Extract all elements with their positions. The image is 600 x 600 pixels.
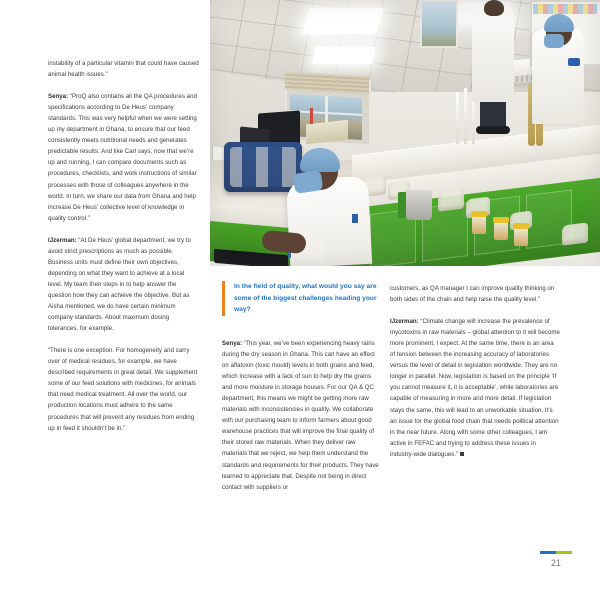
paragraph bbox=[48, 345, 200, 433]
page-footer bbox=[540, 551, 572, 568]
company-logo-badge bbox=[352, 214, 358, 223]
paragraph bbox=[390, 316, 560, 460]
grain-sample-bag bbox=[438, 188, 464, 211]
window-glass bbox=[420, 0, 458, 48]
laboratory-interior-photo bbox=[210, 0, 600, 266]
face-mask bbox=[293, 170, 324, 194]
footer-bar-blue-segment bbox=[540, 551, 556, 554]
footer-color-bar bbox=[540, 551, 572, 554]
face-mask bbox=[544, 34, 564, 48]
speaker-name: Senya: bbox=[48, 93, 69, 101]
paragraph bbox=[222, 338, 379, 493]
page-number: 21 bbox=[550, 558, 561, 568]
speaker-name: Senya: bbox=[222, 340, 243, 347]
paragraph-text: instability of a particular vitamin that could have caused animal health issues." bbox=[48, 60, 199, 79]
metal-bucket bbox=[406, 190, 432, 220]
speaker-name: IJzerman: bbox=[390, 318, 419, 326]
sample-jar bbox=[472, 216, 486, 234]
sample-jar bbox=[494, 222, 508, 240]
footer-bar-green-segment bbox=[556, 551, 572, 554]
paragraph-text: ‘This year, we’ve been experiencing heavy rains during the dry season in Ghana. This can have an effect on aflatoxin (toxic mould) levels in both grains and feed, which increase with a lack of sun to help dry the grains and more moisture in storage houses. For our QA & QC department, this means we might be getting more raw materials with inconsistencies in quality. We collaborate with our purchasing team to inform farmers about good warehouse practices that will improve the final quality of their stored raw materials. When they deliver raw materials that we reject, we help them understand the standards and requirements for their products. They have learned to appreciate that. Despite not being in direct contact with suppliers or bbox=[222, 340, 379, 491]
paragraph bbox=[390, 283, 560, 305]
end-of-article-mark bbox=[460, 452, 464, 456]
paragraph bbox=[48, 235, 200, 334]
grain-sample-bag bbox=[562, 222, 588, 245]
sample-jar bbox=[514, 228, 528, 246]
speaker-name: IJzerman: bbox=[48, 236, 77, 244]
glass-tube bbox=[464, 88, 467, 144]
technician-lab-coat bbox=[472, 6, 514, 102]
glass-tube bbox=[456, 92, 459, 144]
company-logo-badge bbox=[568, 58, 580, 66]
paragraph-text: “Climate change will increase the prevalence of mycotoxins in raw materials – global attention to it will become more prominent, I expect. At the same time, there is an area of tension between the increasing accuracy of laboratories versus the level of detail in legislation worldwide. They are no longer in parallel. Now, legislation is based on the principle ‘If you cannot measure it, it is acceptable’, while laboratories are capable of measuring in more and more detail. If legislation stays the same, this will lead to an unworkable situation. It’s an issue for the global food chain that needs political attention in the near future. Along with some other colleagues, I am active in FEFAC and trying to address these issues in industry-wide dialogues.” bbox=[390, 318, 560, 458]
text-column-left bbox=[48, 58, 200, 434]
instrument-panel bbox=[230, 147, 296, 187]
notice-board-charts bbox=[533, 4, 597, 14]
technician-shoes bbox=[476, 126, 510, 134]
paragraph-text: “There is one exception. For homogeneity and carry over of medical residues, for example, we have described requirements in great detail. We supplement some of our feed solutions with medicines, for animals that need medical treatment. All over the world, our production locations must adhere to the same procedures that will prevent any residues from ending up in feed it shouldn’t be in.” bbox=[48, 347, 198, 432]
paragraph bbox=[48, 91, 200, 224]
ceiling-light-icon bbox=[312, 47, 376, 64]
paragraph bbox=[48, 58, 200, 80]
text-column-middle bbox=[222, 338, 379, 493]
technician-head bbox=[484, 0, 504, 16]
marker-pen bbox=[310, 108, 313, 124]
pull-quote-text: In the field of quality, what would you say are some of the biggest challenges heading your way? bbox=[234, 283, 377, 314]
paragraph-text: “ProQ also contains all the QA procedures and specifications according to De Heus’ company standards. This was very helpful when we were setting up my department in Ghana, to ensure that our feed consistently meets nutritional needs and generates predictable results. And like Carl says, now that we’re up and running, I can compare documents such as procedures, checklists, and work instructions of similar processes with those of colleagues anywhere in the world. In turn, we share our data from Ghana and help increase De Heus’ collective level of knowledge in quality control.” bbox=[48, 93, 197, 222]
paragraph-text: customers, as QA manager I can improve quality thinking on both sides of the chain and help raise the quality level.” bbox=[390, 285, 555, 304]
pull-quote bbox=[222, 281, 380, 316]
paragraph-text: “At De Heus’ global department, we try to avoid strict prescriptions as much as possible. Business units must define their own objectives, depending on what they want to achieve at a local level. My team then steps in to help answer the question how they can achieve the objective. But as Aisha mentioned, we do have certain minimum company standards. About maximum dosing tolerances, for example. bbox=[48, 236, 191, 333]
text-column-right bbox=[390, 283, 560, 460]
ceiling-light-icon bbox=[302, 8, 383, 34]
